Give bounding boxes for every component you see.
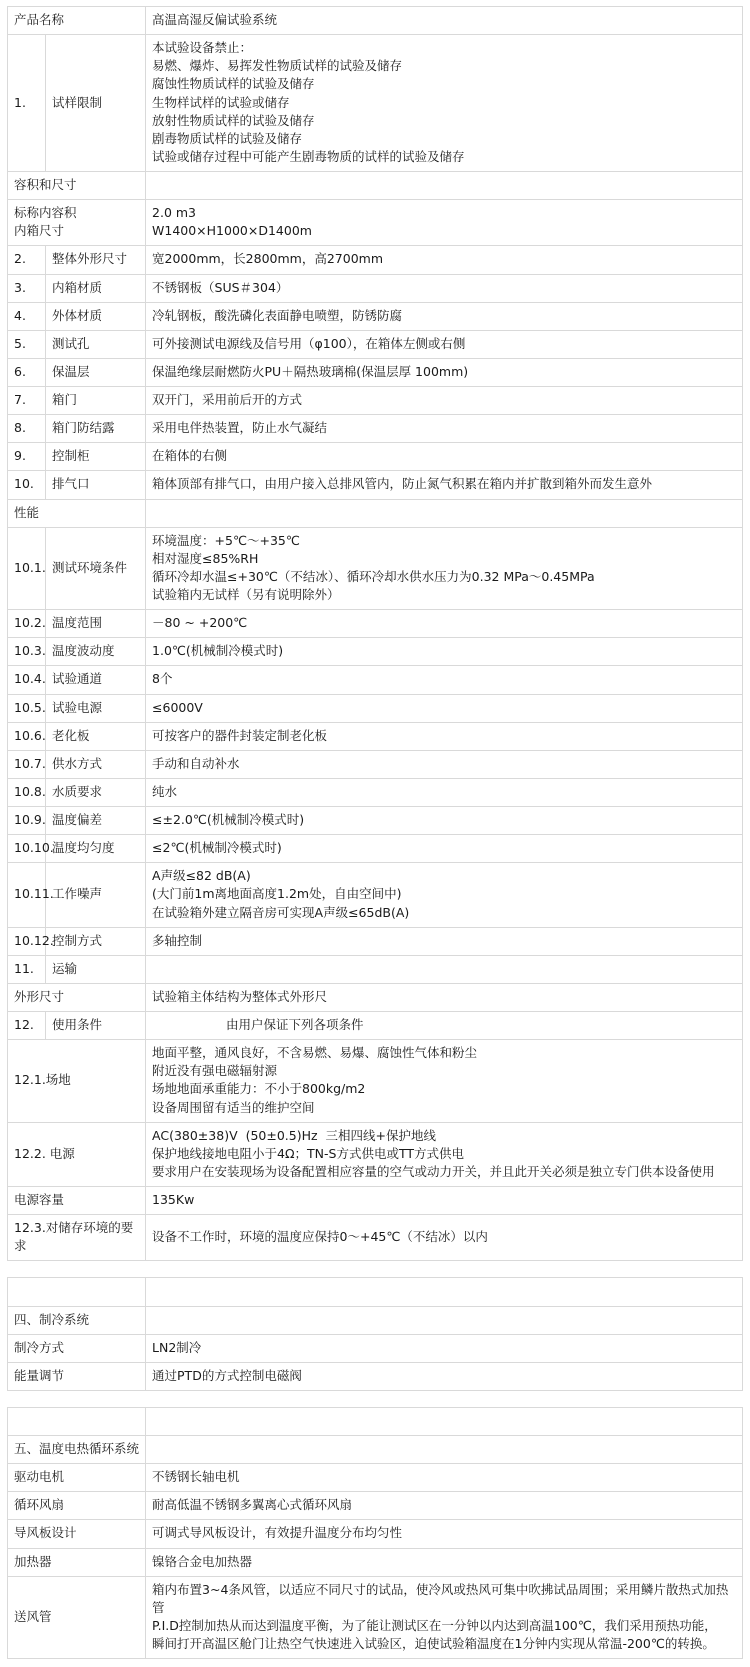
row-value (146, 1436, 743, 1464)
value-line: 由用户保证下列各项条件 (226, 1017, 364, 1032)
row-label: 能量调节 (8, 1362, 146, 1390)
value-line: 冷轧钢板，酸洗磷化表面静电喷塑，防锈防腐 (152, 307, 403, 323)
row-label: 外体材质 (46, 302, 146, 330)
row-value (146, 1040, 743, 1123)
table-row (8, 1306, 743, 1334)
row-value (146, 1215, 743, 1261)
value-line: 在试验箱外建立隔音房可实现A声级≤65dB(A) (152, 904, 410, 920)
row-label: 四、制冷系统 (8, 1306, 146, 1334)
row-label (8, 1040, 146, 1123)
row-value (146, 200, 743, 246)
row-value (146, 7, 743, 35)
row-value (146, 274, 743, 302)
row-index: 10.3. (8, 638, 46, 666)
value-line: 可外接测试电源线及信号用（φ100），在箱体左侧或右侧 (152, 335, 466, 351)
row-value (146, 807, 743, 835)
table-gap (7, 1261, 743, 1277)
value-line: 要求用户在安装现场为设备配置相应容量的空气或动力开关，并且此开关必须是独立专门供本设备使用 (152, 1163, 715, 1179)
row-value (146, 302, 743, 330)
value-line: 不锈钢板（SUS＃304） (152, 279, 289, 295)
table-row (8, 835, 743, 863)
value-line: 手动和自动补水 (152, 755, 240, 771)
row-label: 制冷方式 (8, 1334, 146, 1362)
row-label (8, 499, 146, 527)
value-line: ≤2℃(机械制冷模式时) (152, 840, 282, 856)
row-index: 12. (8, 1012, 46, 1040)
row-value (146, 443, 743, 471)
row-value (146, 863, 743, 927)
row-label: 内箱材质 (46, 274, 146, 302)
table-row (8, 778, 743, 806)
row-index: 3. (8, 274, 46, 302)
row-label (8, 7, 146, 35)
row-label: 试验通道 (46, 666, 146, 694)
value-line: 12.2. 电源 (14, 1145, 75, 1161)
value-line: 箱内布置3~4条风管，以适应不同尺寸的试品，使冷风或热风可集中吹拂试品周围；采用鳞片散热式加热管 (152, 1581, 729, 1615)
table-row (8, 1362, 743, 1390)
row-index: 10.8. (8, 778, 46, 806)
table-row (8, 666, 743, 694)
row-label: 试验电源 (46, 694, 146, 722)
table-row (8, 1012, 743, 1040)
value-line: 本试验设备禁止： (152, 40, 253, 56)
row-value (146, 1122, 743, 1186)
row-label: 导风板设计 (8, 1520, 146, 1548)
value-line: 试验箱内无试样（另有说明除外） (152, 587, 340, 602)
row-label (8, 1278, 146, 1306)
value-line: (大门前1m离地面高度1.2m处，自由空间中) (152, 886, 402, 902)
row-value (146, 358, 743, 386)
value-line: 宽2000mm，长2800mm，高2700mm (152, 251, 384, 267)
table-row (8, 1407, 743, 1435)
specification-table-main (7, 6, 743, 1261)
table-row (8, 1548, 743, 1576)
table-row (8, 443, 743, 471)
value-line: 可按客户的器件封装定制老化板 (152, 727, 328, 743)
row-label: 测试孔 (46, 330, 146, 358)
value-line: 1.0℃(机械制冷模式时) (152, 643, 284, 659)
row-value (146, 499, 743, 527)
row-index: 10.1. (8, 527, 46, 610)
row-index: 8. (8, 415, 46, 443)
value-line: 12.3.对储存环境的要求 (14, 1220, 134, 1254)
row-label: 控制方式 (46, 927, 146, 955)
row-label: 温度均匀度 (46, 835, 146, 863)
table-row (8, 722, 743, 750)
row-label: 箱门防结露 (46, 415, 146, 443)
value-line: 性能 (14, 504, 40, 520)
table-row (8, 1436, 743, 1464)
row-value (146, 387, 743, 415)
row-value (146, 750, 743, 778)
row-value (146, 471, 743, 499)
value-line: 外形尺寸 (14, 988, 65, 1004)
table-row (8, 7, 743, 35)
row-label: 温度范围 (46, 610, 146, 638)
value-line: 高温高湿反偏试验系统 (152, 12, 278, 27)
value-line: －80 ~ +200℃ (152, 615, 248, 631)
value-line: LN2制冷 (152, 1339, 202, 1355)
value-line: P.I.D控制加热从而达到温度平衡，为了能让测试区在一分钟以内达到高温100℃，我们采用预热功能， (152, 1617, 717, 1633)
row-index: 10.12. (8, 927, 46, 955)
row-value (146, 983, 743, 1011)
table-row (8, 172, 743, 200)
table-row (8, 471, 743, 499)
value-line: 保温绝缘层耐燃防火PU＋隔热玻璃棉(保温层厚 100mm) (152, 363, 469, 379)
table-row (8, 863, 743, 927)
row-index: 10.10. (8, 835, 46, 863)
row-label: 试样限制 (46, 35, 146, 172)
table-row (8, 358, 743, 386)
value-line: 放射性物质试样的试验及储存 (152, 112, 315, 128)
row-label: 水质要求 (46, 778, 146, 806)
table-row (8, 527, 743, 610)
row-value (146, 835, 743, 863)
value-line: 附近没有强电磁辐射源 (152, 1063, 278, 1079)
row-index: 9. (8, 443, 46, 471)
table-row (8, 1576, 743, 1659)
table-row (8, 387, 743, 415)
table-row (8, 499, 743, 527)
row-value (146, 330, 743, 358)
row-value (146, 610, 743, 638)
value-line: ≤±2.0℃(机械制冷模式时) (152, 812, 305, 827)
row-label: 循环风扇 (8, 1492, 146, 1520)
row-value (146, 1548, 743, 1576)
row-index: 1. (8, 35, 46, 172)
value-line: 12.1.场地 (14, 1072, 71, 1088)
row-label (8, 200, 146, 246)
value-line: 试验或储存过程中可能产生剧毒物质的试样的试验及储存 (152, 148, 465, 164)
value-line: 8个 (152, 671, 173, 687)
row-label: 供水方式 (46, 750, 146, 778)
row-value (146, 1187, 743, 1215)
row-label: 温度波动度 (46, 638, 146, 666)
table-row (8, 1187, 743, 1215)
row-label: 五、温度电热循环系统 (8, 1436, 146, 1464)
value-line: 易燃、爆炸、易挥发性物质试样的试验及储存 (152, 58, 403, 74)
table-row (8, 200, 743, 246)
row-index: 5. (8, 330, 46, 358)
value-line: 多轴控制 (152, 932, 203, 948)
row-value (146, 1520, 743, 1548)
table-row (8, 694, 743, 722)
value-line: 不锈钢长轴电机 (152, 1469, 240, 1485)
row-index: 10.4. (8, 666, 46, 694)
row-value (146, 638, 743, 666)
row-value (146, 246, 743, 274)
row-index: 10.6. (8, 722, 46, 750)
value-line: 场地地面承重能力：不小于800kg/m2 (152, 1081, 366, 1097)
value-line: 生物样试样的试验或储存 (152, 94, 290, 110)
row-label (8, 172, 146, 200)
table-row (8, 610, 743, 638)
value-line: 保护地线接地电阻小于4Ω；TN-S方式供电或TT方式供电 (152, 1145, 465, 1161)
row-index: 2. (8, 246, 46, 274)
row-value (146, 1492, 743, 1520)
row-index: 7. (8, 387, 46, 415)
value-line: 双开门，采用前后开的方式 (152, 392, 303, 407)
row-value (146, 172, 743, 200)
row-index: 11. (8, 955, 46, 983)
row-value (146, 694, 743, 722)
value-line: 在箱体的右侧 (152, 448, 228, 464)
table-row (8, 1464, 743, 1492)
row-label: 控制柜 (46, 443, 146, 471)
row-label: 保温层 (46, 358, 146, 386)
value-line: 135Kw (152, 1192, 195, 1207)
row-label: 温度偏差 (46, 807, 146, 835)
table-row (8, 35, 743, 172)
row-label: 测试环境条件 (46, 527, 146, 610)
value-line: 相对湿度≤85%RH (152, 550, 259, 566)
table-row (8, 1040, 743, 1123)
table-row (8, 638, 743, 666)
value-line: 电源容量 (14, 1192, 65, 1207)
row-index: 4. (8, 302, 46, 330)
row-value (146, 35, 743, 172)
value-line: 耐高低温不锈钢多翼离心式循环风扇 (152, 1497, 353, 1513)
value-line: 容积和尺寸 (14, 177, 77, 192)
row-index: 10. (8, 471, 46, 499)
row-label: 加热器 (8, 1548, 146, 1576)
table-row (8, 1334, 743, 1362)
table-row (8, 750, 743, 778)
row-label: 运输 (46, 955, 146, 983)
value-line: 内箱尺寸 (14, 223, 65, 239)
row-value (146, 1012, 743, 1040)
value-line: 设备不工作时，环境的温度应保持0～+45℃（不结冰）以内 (152, 1229, 488, 1245)
value-line: 通过PTD的方式控制电磁阀 (152, 1367, 302, 1383)
row-value (146, 955, 743, 983)
value-line: 箱体顶部有排气口，由用户接入总排风管内，防止氮气积累在箱内并扩散到箱外而发生意外 (152, 476, 653, 492)
row-index: 10.5. (8, 694, 46, 722)
value-line: 瞬间打开高温区舱门让热空气快速进入试验区，迫使试验箱温度在1分钟内实现从常温-200℃的转换。 (152, 1636, 715, 1651)
value-line: ≤6000V (152, 699, 203, 715)
table-row (8, 1122, 743, 1186)
value-line: 剧毒物质试样的试验及储存 (152, 130, 303, 146)
row-value (146, 1576, 743, 1659)
value-line: 纯水 (152, 783, 178, 799)
row-label: 送风管 (8, 1576, 146, 1659)
value-line: 产品名称 (14, 12, 65, 27)
table-row (8, 274, 743, 302)
value-line: 2.0 m3 (152, 205, 196, 221)
value-line: AC(380±38)V (50±0.5)Hz 三相四线+保护地线 (152, 1127, 436, 1143)
row-value (146, 927, 743, 955)
value-line: 镍铬合金电加热器 (152, 1553, 253, 1569)
row-index: 10.7. (8, 750, 46, 778)
row-value (146, 1278, 743, 1306)
row-index: 10.11. (8, 863, 46, 927)
row-value (146, 778, 743, 806)
table-row (8, 1278, 743, 1306)
row-label (8, 1407, 146, 1435)
table-row (8, 330, 743, 358)
row-label: 老化板 (46, 722, 146, 750)
row-label (8, 1215, 146, 1261)
row-value (146, 1334, 743, 1362)
row-label: 排气口 (46, 471, 146, 499)
row-index: 10.9. (8, 807, 46, 835)
value-line: A声级≤82 dB(A) (152, 868, 251, 884)
value-line: 试验箱主体结构为整体式外形尺 (152, 988, 328, 1004)
row-index: 10.2. (8, 610, 46, 638)
value-line: 可调式导风板设计，有效提升温度分布均匀性 (152, 1525, 403, 1541)
specification-table-heating (7, 1407, 743, 1659)
row-value (146, 722, 743, 750)
row-label (8, 1187, 146, 1215)
value-line: 采用电伴热装置，防止水气凝结 (152, 420, 328, 436)
table-row (8, 246, 743, 274)
row-label: 工作噪声 (46, 863, 146, 927)
value-line: 循环冷却水温≤+30℃（不结冰）、循环冷却水供水压力为0.32 MPa～0.45MPa (152, 568, 595, 584)
table-row (8, 1492, 743, 1520)
row-label: 使用条件 (46, 1012, 146, 1040)
row-value (146, 666, 743, 694)
table-row (8, 807, 743, 835)
table-row (8, 927, 743, 955)
table-row (8, 1215, 743, 1261)
value-line: 设备周围留有适当的维护空间 (152, 1099, 315, 1115)
value-line: 地面平整，通风良好，不含易燃、易爆、腐蚀性气体和粉尘 (152, 1045, 478, 1061)
row-value (146, 1362, 743, 1390)
specification-table-cooling (7, 1277, 743, 1391)
value-line: 环境温度：+5℃～+35℃ (152, 532, 300, 548)
row-label (8, 983, 146, 1011)
row-label: 整体外形尺寸 (46, 246, 146, 274)
value-line: W1400×H1000×D1400m (152, 223, 312, 239)
value-line: 标称内容积 (14, 205, 77, 221)
row-label: 箱门 (46, 387, 146, 415)
row-value (146, 1407, 743, 1435)
table-row (8, 955, 743, 983)
row-label (8, 1122, 146, 1186)
row-value (146, 415, 743, 443)
table-row (8, 415, 743, 443)
row-label: 驱动电机 (8, 1464, 146, 1492)
table-row (8, 1520, 743, 1548)
row-index: 6. (8, 358, 46, 386)
row-value (146, 1464, 743, 1492)
row-value (146, 1306, 743, 1334)
table-row (8, 983, 743, 1011)
table-row (8, 302, 743, 330)
table-gap-2 (7, 1391, 743, 1407)
row-value (146, 527, 743, 610)
value-line: 腐蚀性物质试样的试验及储存 (152, 76, 315, 92)
